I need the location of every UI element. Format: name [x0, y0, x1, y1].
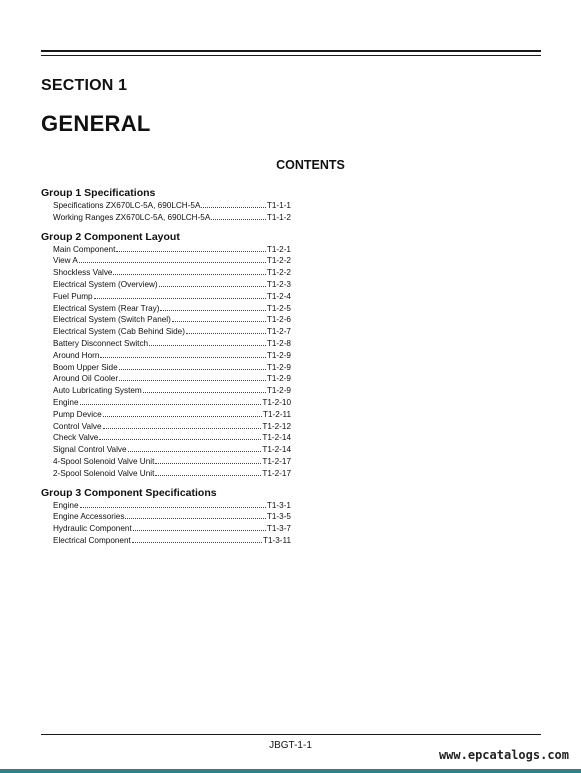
toc-entry[interactable] [41, 511, 291, 523]
toc-entry[interactable] [41, 373, 291, 385]
toc-entry[interactable] [41, 338, 291, 350]
toc-entry[interactable] [41, 350, 291, 362]
toc-entry[interactable] [41, 303, 291, 315]
toc-entry-page: T1-2-4 [266, 291, 291, 301]
toc-entry[interactable] [41, 468, 291, 480]
toc-entry-label: 4-Spool Solenoid Valve Unit [53, 456, 155, 466]
toc-entry-label: Auto Lubricating System [53, 386, 142, 396]
leader-dots [80, 397, 262, 405]
toc-entry-page: T1-2-11 [262, 409, 291, 419]
toc-entry-page: T1-2-9 [266, 374, 291, 384]
top-rule-thin [41, 55, 541, 56]
leader-dots [128, 444, 262, 452]
toc-entry-page: T1-2-5 [266, 303, 291, 313]
toc-entry[interactable] [41, 432, 291, 444]
toc-entry[interactable] [41, 291, 291, 303]
toc-entry-label: Electrical System (Overview) [53, 279, 158, 289]
toc-entry-label: Engine [53, 500, 79, 510]
toc-entry[interactable] [41, 385, 291, 397]
toc-entry[interactable] [41, 314, 291, 326]
toc-entry-page: T1-2-17 [262, 468, 291, 478]
leader-dots [201, 200, 265, 208]
toc-entry-page: T1-2-1 [266, 244, 291, 254]
leader-dots [160, 303, 265, 311]
toc-entry[interactable] [41, 456, 291, 468]
toc-entry-page: T1-3-7 [266, 524, 291, 534]
page-footer-code: JBGT-1-1 [269, 740, 312, 751]
toc-entry-page: T1-2-17 [262, 456, 291, 466]
toc-entry[interactable] [41, 255, 291, 267]
toc-entry-label: Electrical System (Rear Tray) [53, 303, 160, 313]
top-rule-thick [41, 50, 541, 52]
leader-dots [99, 432, 261, 440]
toc-entry[interactable] [41, 523, 291, 535]
toc-entry-label: Signal Control Valve [53, 445, 127, 455]
toc-entry-page: T1-1-1 [266, 201, 291, 210]
leader-dots [132, 535, 262, 543]
toc-entry-label: Electrical System (Cab Behind Side) [53, 327, 185, 337]
bottom-rule [41, 734, 541, 735]
toc-entry-label: View A [53, 256, 78, 266]
toc-entry-page: T1-2-2 [266, 268, 291, 278]
leader-dots [80, 500, 266, 508]
leader-dots [100, 350, 265, 358]
toc-group-3 [41, 486, 291, 547]
toc-entry-label: Pump Device [53, 409, 102, 419]
toc-entry-page: T1-2-10 [262, 397, 291, 407]
toc-entry-label: Fuel Pump [53, 291, 93, 301]
toc-entry[interactable] [41, 500, 291, 512]
toc-entry-label: Check Valve [53, 433, 99, 443]
toc-entry-page: T1-3-5 [266, 512, 291, 522]
toc-entry-label: Engine [53, 397, 79, 407]
contents-heading-text: CONTENTS [276, 158, 345, 172]
leader-dots [94, 291, 266, 299]
leader-dots [79, 255, 266, 263]
leader-dots [116, 244, 266, 252]
leader-dots [149, 338, 266, 346]
toc-entry[interactable] [41, 279, 291, 291]
toc-entry-label: Electrical Component [53, 535, 131, 545]
toc-entry-label: Around Oil Cooler [53, 374, 119, 384]
leader-dots [155, 468, 261, 476]
toc-entry[interactable] [41, 421, 291, 433]
toc-entry[interactable] [41, 362, 291, 374]
toc-entry[interactable] [41, 409, 291, 421]
toc-entry[interactable] [41, 212, 291, 224]
contents-heading [0, 158, 581, 172]
toc-entry-label: Electrical System (Switch Panel) [53, 315, 171, 325]
toc-entry-page: T1-1-2 [266, 212, 291, 222]
toc-entry[interactable] [41, 244, 291, 256]
toc-entry-page: T1-2-7 [266, 327, 291, 337]
toc-entry-page: T1-2-8 [266, 338, 291, 348]
leader-dots [155, 456, 261, 464]
toc-entry-label: Working Ranges ZX670LC-5A, 690LCH-5A [53, 212, 211, 222]
leader-dots [143, 385, 266, 393]
toc-entry-label: Boom Upper Side [53, 362, 118, 372]
toc-entry[interactable] [41, 535, 291, 547]
toc-entry[interactable] [41, 200, 291, 212]
toc-entry-page: T1-2-6 [266, 315, 291, 325]
toc-entry-label: Engine Accessories [53, 512, 125, 522]
leader-dots [159, 279, 266, 287]
leader-dots [119, 362, 266, 370]
toc-group-2 [41, 230, 291, 480]
toc-entry-page: T1-2-14 [262, 433, 291, 443]
toc-entry-page: T1-2-9 [266, 386, 291, 396]
toc-entry-label: Battery Disconnect Switch [53, 338, 149, 348]
toc-entry-label: 2-Spool Solenoid Valve Unit [53, 468, 155, 478]
toc-entry-label: Hydraulic Component [53, 524, 132, 534]
chapter-title: GENERAL [41, 111, 151, 136]
group-title: Group 2 Component Layout [41, 230, 180, 243]
leader-dots [125, 511, 265, 519]
group-title: Group 1 Specifications [41, 187, 156, 199]
toc-entry[interactable] [41, 397, 291, 409]
table-of-contents [41, 186, 291, 553]
group-title: Group 3 Component Specifications [41, 486, 217, 499]
toc-entry-page: T1-2-9 [266, 350, 291, 360]
toc-entry-label: Shockless Valve [53, 268, 113, 278]
leader-dots [103, 421, 262, 429]
toc-entry-label: Around Horn [53, 350, 100, 360]
leader-dots [186, 326, 266, 334]
leader-dots [119, 373, 266, 381]
toc-group-1 [41, 186, 291, 224]
section-label: SECTION 1 [41, 77, 128, 94]
toc-entry-page: T1-3-11 [262, 535, 291, 545]
toc-entry[interactable] [41, 444, 291, 456]
toc-entry-page: T1-2-3 [266, 279, 291, 289]
leader-dots [103, 409, 262, 417]
toc-entry-page: T1-3-1 [266, 500, 291, 510]
leader-dots [113, 267, 265, 275]
leader-dots [172, 314, 266, 322]
toc-entry-page: T1-2-2 [266, 256, 291, 266]
toc-entry-page: T1-2-14 [262, 445, 291, 455]
watermark-link[interactable]: www.epcatalogs.com [438, 748, 569, 762]
toc-entry-page: T1-2-9 [266, 362, 291, 372]
toc-entry[interactable] [41, 326, 291, 338]
toc-entry-label: Control Valve [53, 421, 102, 431]
toc-entry-label: Main Component [53, 244, 116, 254]
toc-entry-label: Specifications ZX670LC-5A, 690LCH-5A [53, 201, 201, 210]
leader-dots [211, 212, 266, 220]
toc-entry[interactable] [41, 267, 291, 279]
toc-entry-page: T1-2-12 [262, 421, 291, 431]
leader-dots [133, 523, 266, 531]
bottom-accent-bar [0, 769, 581, 773]
